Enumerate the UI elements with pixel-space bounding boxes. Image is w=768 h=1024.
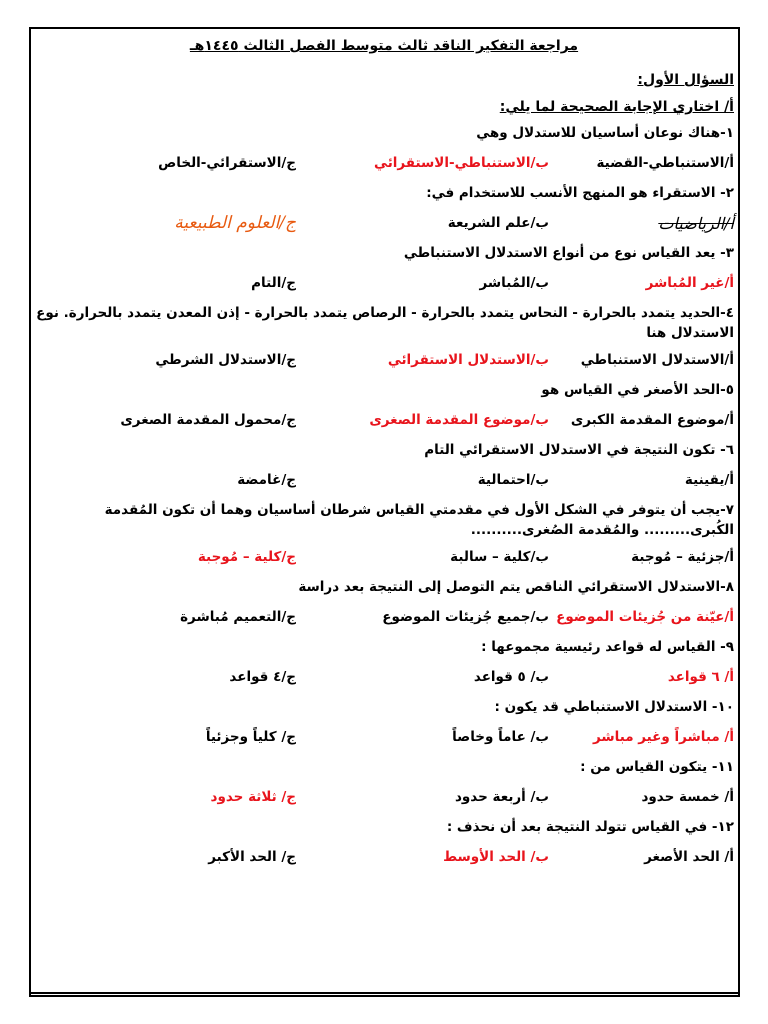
option-a[interactable]: أ/غير المُباشر (645, 275, 734, 291)
question-text: ١٢- في القياس تتولد النتيجة بعد أن نحذف : (446, 819, 734, 835)
worksheet (34, 30, 734, 990)
instruction-text: أ/ اختاري الإجابة الصحيحة لما يلي: (499, 99, 734, 115)
option-a[interactable]: أ/عيّنة من جُزيئات الموضوع (556, 609, 734, 625)
option-c[interactable]: ج/ الحد الأكبر (208, 849, 296, 865)
question-text: ٨-الاستدلال الاستقرائي الناقص يتم التوصل إلى النتيجة بعد دراسة (298, 579, 734, 595)
option-b[interactable]: ب/الاستدلال الاستقرائي (387, 352, 549, 368)
option-b[interactable]: ب/المُباشر (479, 275, 549, 291)
options-row (34, 146, 734, 180)
option-b[interactable]: ب/ ٥ قواعد (473, 669, 549, 685)
question-text: ٣- يعد القياس نوع من أنواع الاستدلال الاستنباطي (403, 245, 734, 261)
page-title (34, 34, 734, 58)
option-c[interactable]: ج/ كلياً وجزئياً (205, 729, 296, 745)
page-title-text: مراجعة التفكير الناقد ثالث متوسط الفصل الثالث ١٤٤٥هـ (189, 38, 579, 54)
question-text: ٩- القياس له قواعد رئيسية مجموعها : (481, 639, 734, 655)
options-row (34, 840, 734, 874)
question-text: ٢- الاستقراء هو المنهج الأنسب للاستخدام في: (426, 185, 734, 201)
option-c[interactable]: ج/التعميم مُباشرة (180, 609, 296, 625)
page-border-bottom (29, 992, 740, 994)
option-c[interactable]: ج/غامضة (237, 472, 296, 488)
option-b[interactable]: ب/ عاماً وخاصاً (452, 729, 549, 745)
option-a[interactable]: أ/ الحد الأصغر (644, 849, 734, 865)
option-c[interactable]: ج/التام (251, 275, 296, 291)
option-b[interactable]: ب/موضوع المقدمة الصغرى (369, 412, 549, 428)
options-row (34, 540, 734, 574)
option-a[interactable]: أ/الاستنباطي-القضية (596, 155, 734, 171)
options-row (34, 266, 734, 300)
option-c[interactable]: ج/محمول المقدمة الصغرى (120, 412, 296, 428)
question-text: ١-هناك نوعان أساسيان للاستدلال وهي (476, 125, 734, 141)
option-b[interactable]: ب/ الحد الأوسط (443, 849, 549, 865)
question-list (34, 120, 734, 874)
option-c[interactable]: ج/٤ قواعد (229, 669, 296, 685)
option-c[interactable]: ج/الاستقرائي-الخاص (158, 155, 296, 171)
question-text: ١١- يتكون القياس من : (580, 759, 734, 775)
option-b[interactable]: ب/علم الشريعة (447, 215, 549, 231)
question-text: ٤-الحديد يتمدد بالحرارة - النحاس يتمدد بالحرارة - الرصاص يتمدد بالحرارة - إذن المعدن يتمدد بالحرارة. نوع الاستدلال هنا (36, 305, 734, 341)
option-c[interactable]: ج/ ثلاثة حدود (210, 789, 296, 805)
option-a[interactable]: أ/موضوع المقدمة الكبرى (570, 412, 734, 428)
option-a[interactable]: أ/يقينية (684, 472, 734, 488)
question-text: ١٠- الاستدلال الاستنباطي قد يكون : (494, 699, 734, 715)
option-c[interactable]: ج/كلية – مُوجبة (197, 549, 296, 565)
options-row (34, 660, 734, 694)
option-a[interactable]: أ/ ٦ قواعد (667, 669, 734, 685)
option-c[interactable]: ج/الاستدلال الشرطي (155, 352, 296, 368)
instruction (34, 94, 734, 120)
options-row (34, 600, 734, 634)
option-b[interactable]: ب/احتمالية (477, 472, 549, 488)
section-heading-text: السؤال الأول: (637, 72, 734, 88)
option-a[interactable]: أ/الرياضيات (658, 213, 734, 233)
question-text: ٧-يجب أن يتوفر في الشكل الأول في مقدمتي القياس شرطان أساسيان وهما أن تكون المُقدمة الكُبرى......... والمُقدمة الصُغرى.......... (104, 502, 734, 538)
option-b[interactable]: ب/جميع جُزيئات الموضوع (382, 609, 549, 625)
options-row (34, 403, 734, 437)
option-b[interactable]: ب/الاستنباطي-الاستقرائي (374, 155, 549, 171)
option-b[interactable]: ب/كلية – سالبة (450, 549, 549, 565)
option-c[interactable]: ج/العلوم الطبيعية (174, 213, 296, 233)
section-heading (34, 68, 734, 92)
options-row (34, 780, 734, 814)
option-a[interactable]: أ/الاستدلال الاستنباطي (580, 352, 734, 368)
option-a[interactable]: أ/ خمسة حدود (641, 789, 734, 805)
options-row (34, 720, 734, 754)
option-b[interactable]: ب/ أربعة حدود (454, 789, 549, 805)
options-row (34, 206, 734, 240)
option-a[interactable]: أ/ مباشراً وغير مباشر (592, 729, 734, 745)
option-a[interactable]: أ/جزئية – مُوجبة (631, 549, 734, 565)
options-row (34, 463, 734, 497)
question-text: ٥-الحد الأصغر في القياس هو (541, 382, 734, 398)
question-text: ٦- تكون النتيجة في الاستدلال الاستقرائي التام (424, 442, 734, 458)
options-row (34, 343, 734, 377)
